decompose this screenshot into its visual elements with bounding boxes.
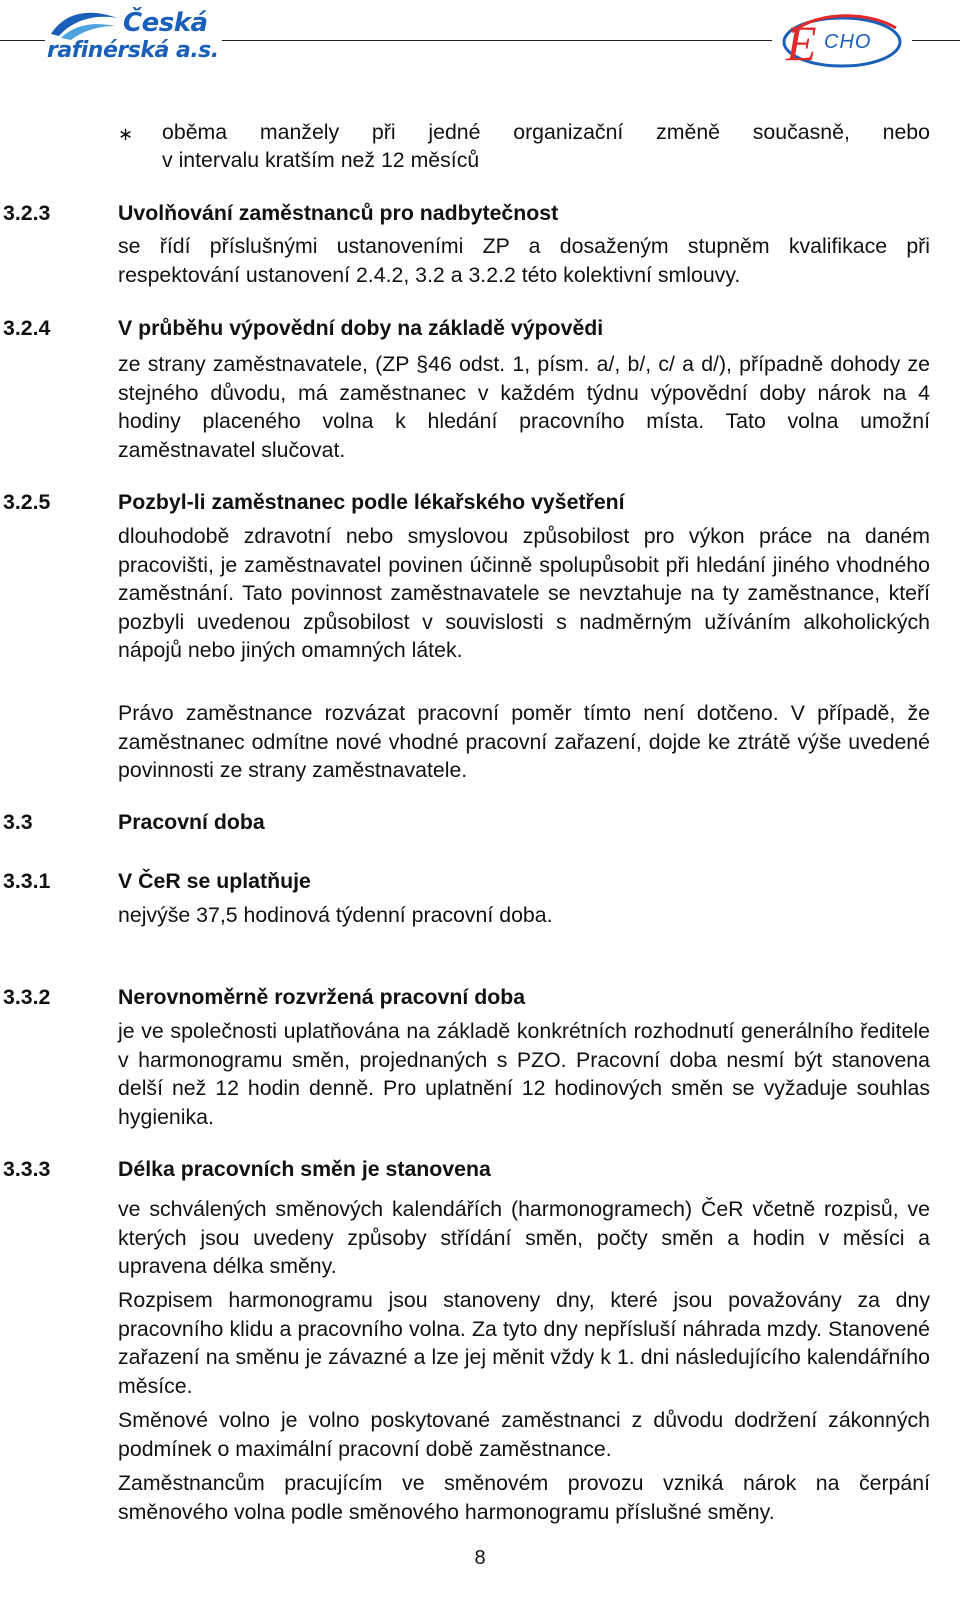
echo-logo [770,6,910,74]
section-paragraph: Směnové volno je volno poskytované zaměstnanci z důvodu dodržení zákonných podmínek o maximální pracovní době zaměstnance. [118,1408,930,1461]
echo-logo-e: E [786,15,817,71]
header-rule-middle [222,40,772,41]
logo-text-line2: rafinérská a.s. [47,38,219,63]
section-number: 3.2.3 [3,201,51,225]
section-heading: V ČeR se uplatňuje [118,869,311,893]
section-paragraph: ze strany zaměstnavatele, (ZP §46 odst. 1, písm. a/, b/, c/ a d/), případně dohody ze stejného důvodu, má zaměstnanec v každém týdnu výpovědní doby nárok na 4 hodiny placeného volna k hledání pracovního místa. Tato volna umožní zaměstnavatel slučovat. [118,352,930,462]
section-number: 3.3 [3,810,33,834]
section-paragraph: je ve společnosti uplatňována na základě konkrétních rozhodnutí generálního ředitele v harmonogramu směn, projednaných s PZO. Pracovní doba nesmí být stanovena delší než 12 hodin denně. Pro uplatnění 12 hodinových směn se vyžaduje souhlas hygienika. [118,1019,930,1129]
section-number: 3.3.3 [3,1157,51,1181]
section-number: 3.3.1 [3,869,51,893]
section-paragraph: Zaměstnancům pracujícím ve směnovém provozu vzniká nárok na čerpání směnového volna podle směnového harmonogramu příslušné směny. [118,1471,930,1524]
section-paragraph: dlouhodobě zdravotní nebo smyslovou způsobilost pro výkon práce na daném pracovišti, je zaměstnavatel povinen účinně spolupůsobit při hledání jiného vhodného zaměstnání. Tato povinnost zaměstnavatele se nevztahuje na ty zaměstnance, kteří pozbyli uvedenou způsobilost v souvislosti s nadměrným užíváním alkoholických nápojů nebo jiných omamných látek. [118,524,930,662]
echo-logo-cho: CHO [824,31,872,53]
ceska-rafinerska-logo [45,4,220,70]
section-paragraph: ve schválených směnových kalendářích (harmonogramech) ČeR včetně rozpisů, ve kterých jsou uvedeny způsoby střídání směn, počty směn a hodin v měsíci a upravena délka směny. [118,1197,930,1278]
section-paragraph: se řídí příslušnými ustanoveními ZP a dosaženým stupněm kvalifikace při respektování ustanovení 2.4.2, 3.2 a 3.2.2 této kolektivní smlouvy. [118,234,930,287]
header-rule-right [912,40,960,41]
section-paragraph: Rozpisem harmonogramu jsou stanoveny dny, které jsou považovány za dny pracovního klidu a pracovního volna. Za tyto dny nepřísluší náhrada mzdy. Stanovené zařazení na směnu je závazné a lze jej měnit vždy k 1. dni následujícího kalendářního měsíce. [118,1288,930,1398]
section-heading: Pracovní doba [118,810,265,834]
section-paragraph: Právo zaměstnance rozvázat pracovní poměr tímto není dotčeno. V případě, že zaměstnanec odmítne nové vhodné pracovní zařazení, dojde ke ztrátě výše uvedené povinnosti ze strany zaměstnavatele. [118,701,930,782]
section-number: 3.2.5 [3,490,51,514]
page-number: 8 [474,1547,486,1569]
page-header [0,0,960,80]
header-rule-left [0,40,45,41]
bullet-asterisk-icon: ∗ [118,124,134,144]
section-heading: Nerovnoměrně rozvržená pracovní doba [118,985,526,1009]
bullet-line-2: v intervalu kratším než 12 měsíců [162,148,480,172]
section-heading: V průběhu výpovědní doby na základě výpovědi [118,316,604,340]
bullet-line-1: oběma manžely při jedné organizační změně současně, nebo [162,120,930,144]
logo-text-line1: Česká [123,8,208,38]
section-paragraph: nejvýše 37,5 hodinová týdenní pracovní doba. [118,903,553,927]
section-heading: Délka pracovních směn je stanovena [118,1157,491,1181]
section-heading: Pozbyl-li zaměstnanec podle lékařského vyšetření [118,490,625,514]
section-heading: Uvolňování zaměstnanců pro nadbytečnost [118,201,559,225]
section-number: 3.3.2 [3,985,51,1009]
section-number: 3.2.4 [3,316,51,340]
